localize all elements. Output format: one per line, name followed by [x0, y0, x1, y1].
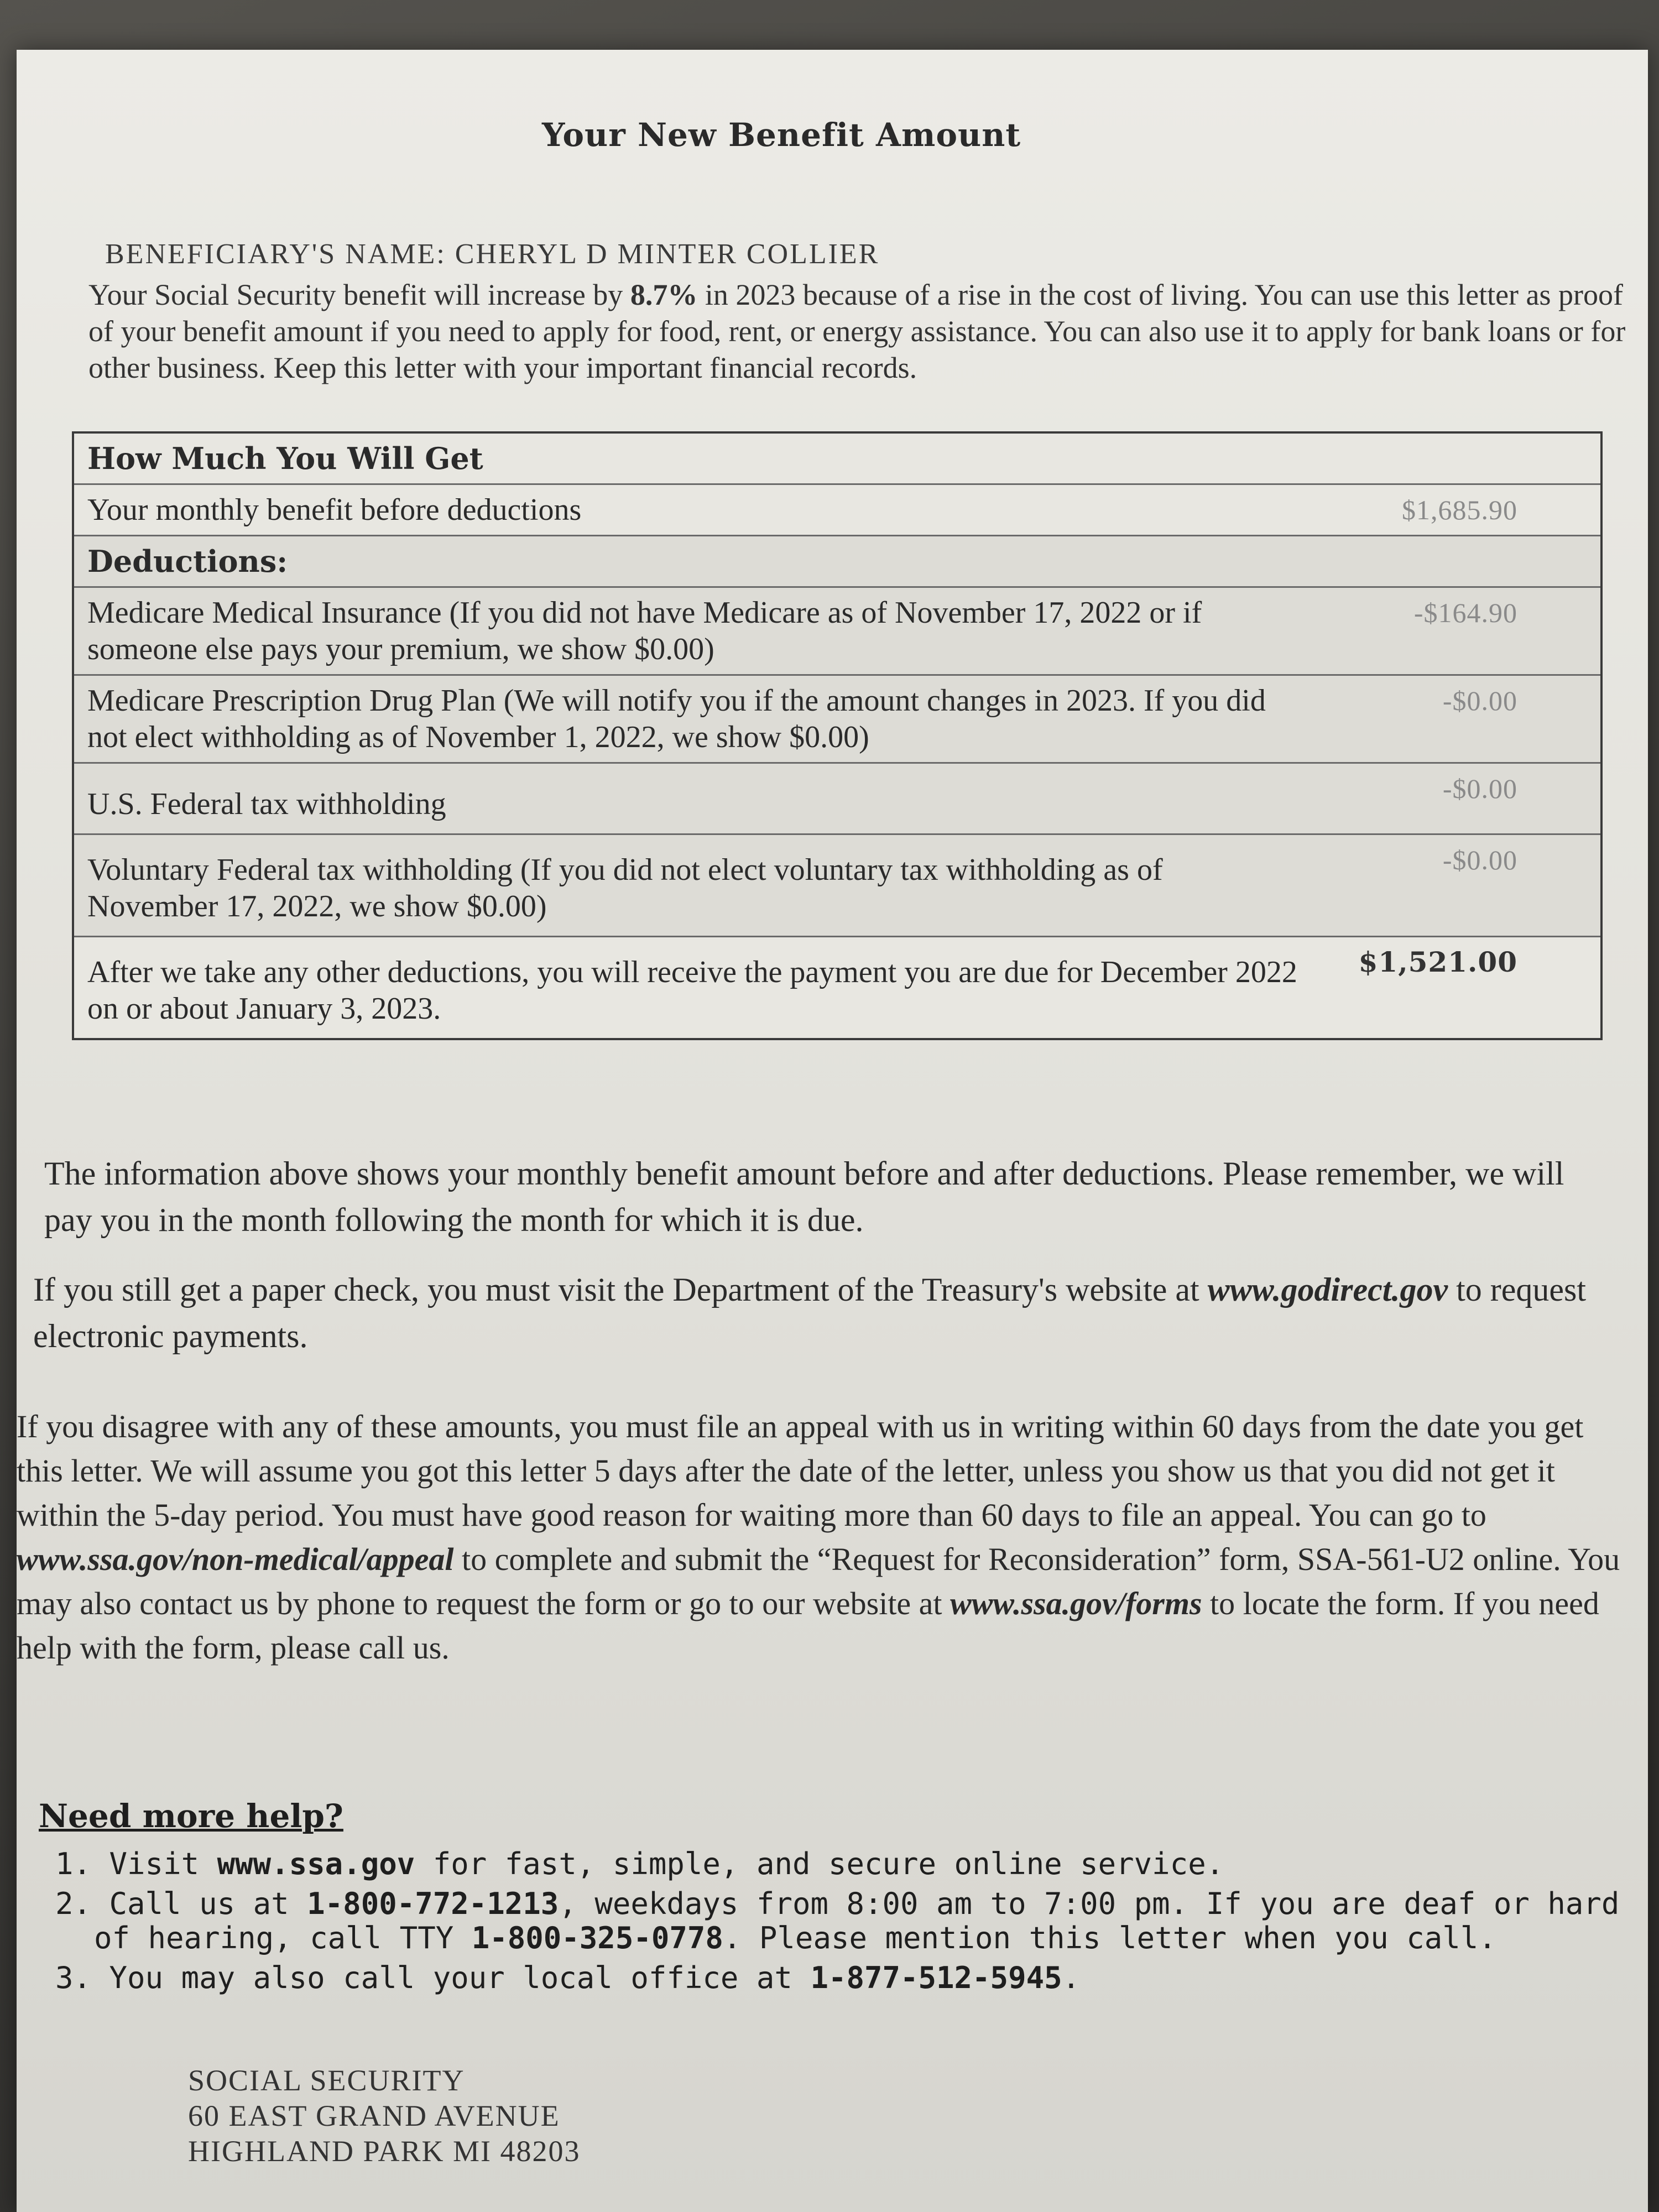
appeal-paragraph: If you disagree with any of these amounts, you must file an appeal with us in writing within 60 days from the date you get this letter. We will assume you got this letter 5 days after the date of the letter, unless you show us that you did not get it within the 5-day period. You must have good reason for waiting more than 60 days to file an appeal. You can go to www.ssa.gov/non-medical/appeal to complete and submit the “Request for Reconsideration” form, SSA-561-U2 online. You may also contact us by phone to request the form or go to our website at www.ssa.gov/forms to locate the form. If you need help with the form, please call us. [17, 1408, 1620, 1666]
deduction-row: U.S. Federal tax withholding -$0.00 [74, 764, 1600, 835]
deduction-amount: -$164.90 [1413, 597, 1517, 628]
deduction-amount: -$0.00 [1442, 844, 1517, 875]
increase-percent: 8.7% [630, 278, 698, 311]
monthly-benefit-amount: $1,685.90 [1402, 494, 1517, 525]
monthly-benefit-row [74, 485, 1600, 536]
forms-link[interactable]: www.ssa.gov/forms [950, 1585, 1202, 1621]
local-office-number: 1-877-512-5945 [810, 1960, 1062, 1995]
benefit-table [72, 431, 1603, 1040]
net-payment-row: After we take any other deductions, you will receive the payment you are due for December 2022 on or about January 3, 2023. $1,521.00 [74, 937, 1600, 1038]
letter-title: Your New Benefit Amount [542, 116, 1021, 154]
deduction-row: Voluntary Federal tax withholding (If you did not elect voluntary tax withholding as of November 17, 2022, we show $0.00) -$0.00 [74, 835, 1600, 937]
net-payment-amount: $1,521.00 [1358, 946, 1517, 978]
help-item: 2. Call us at 1-800-772-1213, weekdays from 8:00 am to 7:00 pm. If you are deaf or hard of hearing, call TTY 1-800-325-0778. Please mention this letter when you call. [55, 1886, 1620, 1955]
intro-paragraph: Your Social Security benefit will increase by 8.7% in 2023 because of a rise in the cost of living. You can use this letter as proof of your benefit amount if you need to apply for food, rent, or energy assistance. You can also use it to apply for bank loans or for other business. Keep this letter with your important financial records. [88, 278, 1626, 384]
paper-check-paragraph: If you still get a paper check, you must visit the Department of the Treasury's website at www.godirect.gov to request electronic payments. [33, 1271, 1587, 1354]
table-heading: How Much You Will Get [74, 434, 1600, 485]
help-list [50, 1847, 1626, 2001]
benefit-letter [17, 50, 1648, 2212]
ssa-website-link[interactable]: www.ssa.gov [217, 1846, 415, 1881]
beneficiary-name: BENEFICIARY'S NAME: CHERYL D MINTER COLLIER [105, 238, 880, 270]
deduction-row: Medicare Medical Insurance (If you did not have Medicare as of November 17, 2022 or if someone else pays your premium, we show $0.00) -$164.90 [74, 588, 1600, 676]
phone-number: 1-800-772-1213 [307, 1886, 559, 1921]
tty-number: 1-800-325-0778 [471, 1921, 723, 1955]
godirect-link[interactable]: www.godirect.gov [1207, 1271, 1448, 1308]
help-heading: Need more help? [39, 1797, 343, 1835]
help-item: 3. You may also call your local office at 1-877-512-5945. [55, 1960, 1081, 1995]
monthly-benefit-label: Your monthly benefit before deductions [87, 493, 582, 527]
deduction-row: Medicare Prescription Drug Plan (We will notify you if the amount changes in 2023. If you did not elect withholding as of November 1, 2022, we show $0.00) -$0.00 [74, 676, 1600, 764]
deduction-amount: -$0.00 [1442, 773, 1517, 804]
deduction-amount: -$0.00 [1442, 685, 1517, 716]
help-item: 1. Visit www.ssa.gov for fast, simple, and secure online service. [55, 1846, 1224, 1881]
office-address: SOCIAL SECURITY 60 EAST GRAND AVENUE HIGHLAND PARK MI 48203 [188, 2064, 581, 2168]
deductions-heading: Deductions: [74, 536, 1600, 588]
appeal-link[interactable]: www.ssa.gov/non-medical/appeal [17, 1541, 454, 1577]
info-paragraph: The information above shows your monthly benefit amount before and after deductions. Please remember, we will pay you in the month following the month for which it is due. [44, 1155, 1564, 1238]
